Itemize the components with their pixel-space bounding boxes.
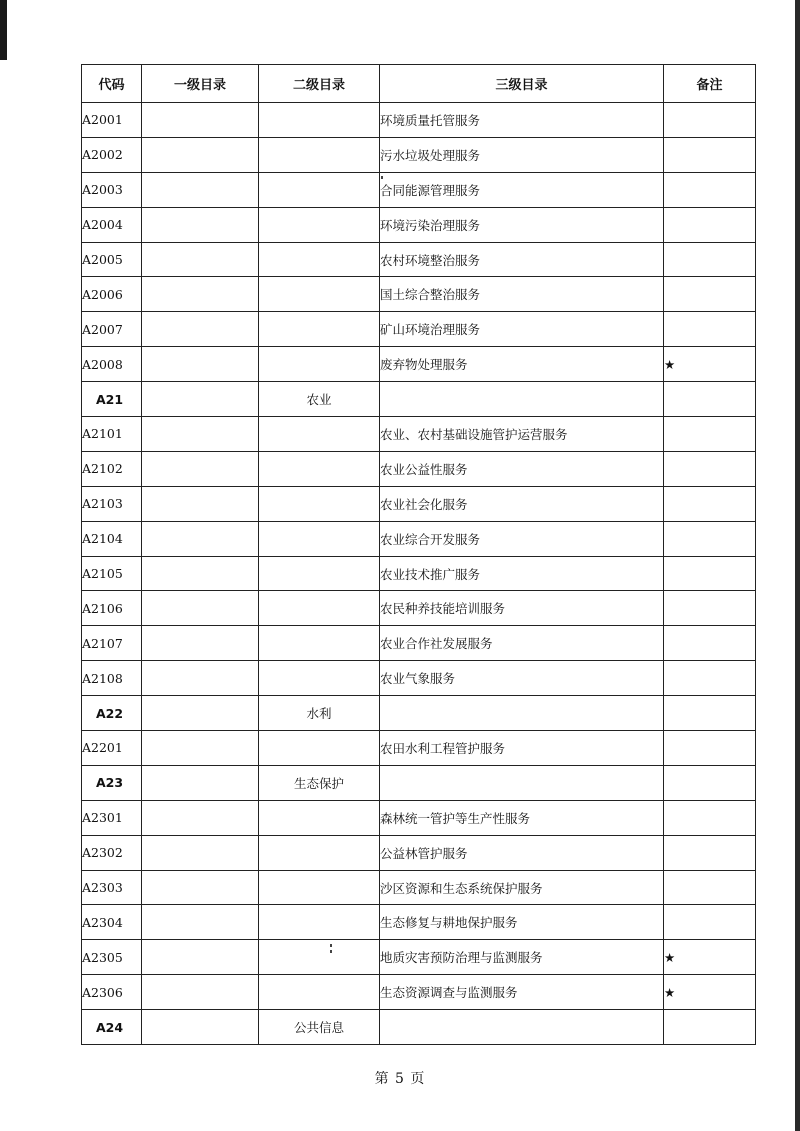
category-row — [82, 696, 756, 731]
level2-cell — [259, 277, 380, 312]
level3-cell — [380, 382, 664, 417]
page-number: 第 5 页 — [374, 1071, 426, 1087]
scan-edge-right — [795, 0, 800, 1131]
note-cell — [664, 1010, 756, 1045]
table-row — [82, 277, 756, 312]
code-cell: A2303 — [82, 870, 142, 905]
code-cell: A2305 — [82, 940, 142, 975]
note-cell — [664, 905, 756, 940]
level3-cell: 农业合作社发展服务 — [380, 626, 664, 661]
level2-cell — [259, 731, 380, 766]
level2-cell — [259, 417, 380, 452]
level2-cell: 农业 — [259, 382, 380, 417]
note-cell — [664, 521, 756, 556]
table-row — [82, 835, 756, 870]
level2-cell: 公共信息 — [259, 1010, 380, 1045]
table-body — [82, 103, 756, 1045]
level1-cell — [142, 486, 259, 521]
level2-cell: 水利 — [259, 696, 380, 731]
level1-cell — [142, 556, 259, 591]
level2-cell — [259, 137, 380, 172]
table-row — [82, 591, 756, 626]
code-cell: A2102 — [82, 451, 142, 486]
level1-cell — [142, 800, 259, 835]
level3-cell — [380, 696, 664, 731]
note-cell — [664, 696, 756, 731]
note-cell — [664, 556, 756, 591]
level2-cell — [259, 835, 380, 870]
note-cell — [664, 103, 756, 138]
level2-cell — [259, 800, 380, 835]
level2-cell — [259, 591, 380, 626]
level3-cell — [380, 1010, 664, 1045]
level1-cell — [142, 731, 259, 766]
level3-cell: 生态资源调查与监测服务 — [380, 975, 664, 1010]
level1-cell — [142, 696, 259, 731]
level1-cell — [142, 521, 259, 556]
table-row — [82, 661, 756, 696]
category-row — [82, 765, 756, 800]
table-row — [82, 905, 756, 940]
code-cell: A2003 — [82, 172, 142, 207]
level2-cell — [259, 556, 380, 591]
level2-cell — [259, 626, 380, 661]
note-cell: ★ — [664, 975, 756, 1010]
table-header-row — [82, 65, 756, 103]
header-level2: 二级目录 — [259, 65, 380, 103]
note-cell — [664, 172, 756, 207]
header-level1: 一级目录 — [142, 65, 259, 103]
code-cell: A23 — [82, 765, 142, 800]
note-cell — [664, 870, 756, 905]
code-cell: A2104 — [82, 521, 142, 556]
header-level3: 三级目录 — [380, 65, 664, 103]
level3-cell: 农业、农村基础设施管护运营服务 — [380, 417, 664, 452]
code-cell: A2301 — [82, 800, 142, 835]
level1-cell — [142, 417, 259, 452]
level3-cell: 生态修复与耕地保护服务 — [380, 905, 664, 940]
code-cell: A2302 — [82, 835, 142, 870]
level1-cell — [142, 975, 259, 1010]
scan-edge-left — [0, 0, 7, 60]
level2-cell — [259, 870, 380, 905]
table-row — [82, 451, 756, 486]
note-cell — [664, 835, 756, 870]
level3-cell: 地质灾害预防治理与监测服务 — [380, 940, 664, 975]
table-row — [82, 626, 756, 661]
level2-cell — [259, 103, 380, 138]
note-cell — [664, 382, 756, 417]
level2-cell — [259, 207, 380, 242]
level2-cell — [259, 905, 380, 940]
level2-cell — [259, 975, 380, 1010]
code-cell: A2001 — [82, 103, 142, 138]
table-row — [82, 103, 756, 138]
code-cell: A2304 — [82, 905, 142, 940]
level3-cell: 农业公益性服务 — [380, 451, 664, 486]
table-row — [82, 172, 756, 207]
note-cell — [664, 800, 756, 835]
level1-cell — [142, 103, 259, 138]
code-cell: A2006 — [82, 277, 142, 312]
code-cell: A2101 — [82, 417, 142, 452]
level3-cell: 公益林管护服务 — [380, 835, 664, 870]
note-cell: ★ — [664, 347, 756, 382]
note-cell — [664, 626, 756, 661]
level3-cell: 农村环境整治服务 — [380, 242, 664, 277]
level2-cell — [259, 451, 380, 486]
table-row — [82, 347, 756, 382]
table-row — [82, 975, 756, 1010]
level3-cell: 合同能源管理服务 — [380, 172, 664, 207]
level1-cell — [142, 765, 259, 800]
level3-cell: 环境污染治理服务 — [380, 207, 664, 242]
note-cell — [664, 661, 756, 696]
level2-cell — [259, 312, 380, 347]
level1-cell — [142, 277, 259, 312]
level1-cell — [142, 626, 259, 661]
level1-cell — [142, 207, 259, 242]
table-row — [82, 800, 756, 835]
level2-cell — [259, 242, 380, 277]
level2-cell — [259, 347, 380, 382]
level3-cell: 农业综合开发服务 — [380, 521, 664, 556]
header-code: 代码 — [82, 65, 142, 103]
level1-cell — [142, 172, 259, 207]
level3-cell: 农民种养技能培训服务 — [380, 591, 664, 626]
table-row — [82, 556, 756, 591]
code-cell: A2004 — [82, 207, 142, 242]
level3-cell: 农业技术推广服务 — [380, 556, 664, 591]
level2-cell — [259, 940, 380, 975]
note-cell — [664, 591, 756, 626]
level1-cell — [142, 870, 259, 905]
table-row — [82, 521, 756, 556]
level1-cell — [142, 591, 259, 626]
level1-cell — [142, 382, 259, 417]
level1-cell — [142, 312, 259, 347]
code-cell: A2008 — [82, 347, 142, 382]
code-cell: A2007 — [82, 312, 142, 347]
level3-cell: 矿山环境治理服务 — [380, 312, 664, 347]
table-row — [82, 417, 756, 452]
table-row — [82, 940, 756, 975]
level2-cell — [259, 661, 380, 696]
level3-cell: 国土综合整治服务 — [380, 277, 664, 312]
code-cell: A2002 — [82, 137, 142, 172]
level3-cell: 农田水利工程管护服务 — [380, 731, 664, 766]
table-row — [82, 731, 756, 766]
code-cell: A2107 — [82, 626, 142, 661]
service-catalog-table — [81, 64, 756, 1045]
code-cell: A2103 — [82, 486, 142, 521]
table-row — [82, 242, 756, 277]
level2-cell — [259, 521, 380, 556]
level1-cell — [142, 661, 259, 696]
code-cell: A2106 — [82, 591, 142, 626]
note-cell — [664, 242, 756, 277]
level1-cell — [142, 347, 259, 382]
level1-cell — [142, 242, 259, 277]
note-cell — [664, 137, 756, 172]
code-cell: A2306 — [82, 975, 142, 1010]
level3-cell: 环境质量托管服务 — [380, 103, 664, 138]
level1-cell — [142, 137, 259, 172]
level1-cell — [142, 451, 259, 486]
level3-cell: 污水垃圾处理服务 — [380, 137, 664, 172]
level3-cell: 废弃物处理服务 — [380, 347, 664, 382]
note-cell — [664, 731, 756, 766]
table-row — [82, 312, 756, 347]
level3-cell: 农业社会化服务 — [380, 486, 664, 521]
level1-cell — [142, 905, 259, 940]
note-cell — [664, 207, 756, 242]
code-cell: A2005 — [82, 242, 142, 277]
table-row — [82, 137, 756, 172]
level2-cell — [259, 486, 380, 521]
table-row — [82, 207, 756, 242]
note-cell — [664, 312, 756, 347]
code-cell: A2201 — [82, 731, 142, 766]
code-cell: A2108 — [82, 661, 142, 696]
header-note: 备注 — [664, 65, 756, 103]
code-cell: A24 — [82, 1010, 142, 1045]
note-cell — [664, 277, 756, 312]
level3-cell: 沙区资源和生态系统保护服务 — [380, 870, 664, 905]
code-cell: A22 — [82, 696, 142, 731]
level3-cell — [380, 765, 664, 800]
code-cell: A2105 — [82, 556, 142, 591]
table-row — [82, 486, 756, 521]
note-cell — [664, 765, 756, 800]
level1-cell — [142, 940, 259, 975]
note-cell: ★ — [664, 940, 756, 975]
note-cell — [664, 451, 756, 486]
note-cell — [664, 417, 756, 452]
table-row — [82, 870, 756, 905]
level2-cell — [259, 172, 380, 207]
category-row — [82, 1010, 756, 1045]
note-cell — [664, 486, 756, 521]
level1-cell — [142, 835, 259, 870]
level3-cell: 森林统一管护等生产性服务 — [380, 800, 664, 835]
code-cell: A21 — [82, 382, 142, 417]
level2-cell: 生态保护 — [259, 765, 380, 800]
level1-cell — [142, 1010, 259, 1045]
category-row — [82, 382, 756, 417]
level3-cell: 农业气象服务 — [380, 661, 664, 696]
